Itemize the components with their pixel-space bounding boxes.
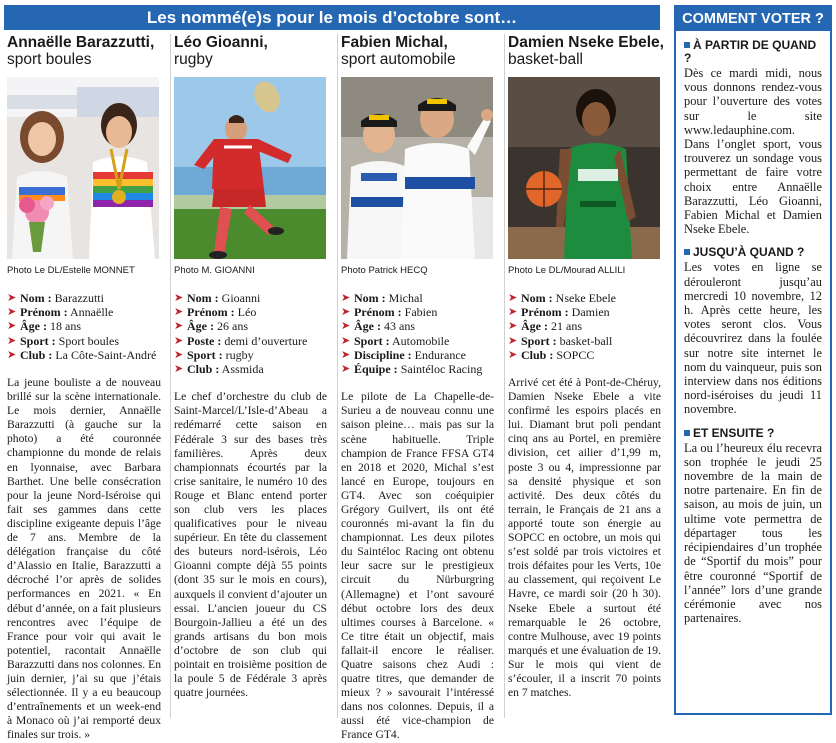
sidebar-answer: Les votes en ligne se dérouleront jusqu’au mercredi 10 novembre, 12 h. Après cette heure, les votes seront clos. Vous découvrirez dans la foulée sur notre site internet le nom du vainqueur, puis son interview dans nos éditions nord-iséroises du jeudi 11 novembre. <box>684 260 822 417</box>
fact-item: ➤ Discipline : Endurance <box>341 347 466 362</box>
photo-credit: Photo Le DL/Estelle MONNET <box>7 265 135 276</box>
nominee-name: Fabien Michal, <box>341 34 448 51</box>
fact-item: ➤ Âge : 21 ans <box>508 319 582 334</box>
photo-credit: Photo M. GIOANNI <box>174 265 255 276</box>
fact-item: ➤ Sport : Sport boules <box>7 333 120 348</box>
nominee-name: Damien Nseke Ebele, <box>508 34 664 51</box>
article-body: La jeune bouliste a de nouveau brillé sur la scène internationale. Le mois dernier, Annaëlle Barazzutti (à gauche sur la photo) a été couronnée championne du monde de relais en lyonnaise, avec Barbara Barthet. Une belle consécration pour la jeune Nord-Iséroise qui fait ses gammes dans cette discipline exigeante depuis l’âge de 7 ans. Membre de la délégation française du côté d’Alassio en Italie, Barazzutti a décroché l’or après de solides performances en 2021. « En début d’année, on a fait plusieurs rencontres avec l’équipe de France pour voir qui avait le potentiel, racontait Annaëlle Barazzutti dans nos colonnes. En juin dernier, j’ai su que j’étais sélectionnée. Il y a eu beaucoup d’entraînements et un week-end à Monaco où j’ai remporté deux finales sur trois. » <box>7 376 161 742</box>
fact-item: ➤ Âge : 43 ans <box>341 319 415 334</box>
fact-item: ➤ Prénom : Damien <box>508 305 610 320</box>
nominee-column-gioanni <box>170 34 330 718</box>
fact-item: ➤ Âge : 26 ans <box>174 319 248 334</box>
fact-item: ➤ Nom : Nseke Ebele <box>508 291 616 305</box>
nominee-photo <box>7 77 159 259</box>
nominee-sport: basket-ball <box>508 51 583 68</box>
page-banner: Les nommé(e)s pour le mois d’octobre sont… <box>4 5 660 30</box>
sidebar-title: COMMENT VOTER ? <box>676 7 830 31</box>
fact-item: ➤ Âge : 18 ans <box>7 319 81 334</box>
sidebar-question: JUSQU’À QUAND ? <box>684 246 822 259</box>
nominee-column-nseke-ebele <box>504 34 664 718</box>
nominee-name: Léo Gioanni, <box>174 34 268 51</box>
nominee-photo <box>174 77 326 259</box>
fact-item: ➤ Équipe : Saintéloc Racing <box>341 362 483 377</box>
fact-list <box>508 291 661 362</box>
article-body: Arrivé cet été à Pont-de-Chéruy, Damien Nseke Ebele a vite confirmé les espoirs placés en lui. Diamant brut poli pendant cinq ans au Portel, en première division, cet ailier d’1,99 m, poste 3 ou 4, impressionne par sa densité physique et son activité. Des deux côtés du terrain, le Français de 21 ans a apporté toute son énergie au SOPCC en octobre, un mois qui s’est soldé par trois victoires et trois défaites pour les Verts, 10e au classement, qui reçoivent Le Havre, ce mardi soir (20 h 30). Nseke Ebele a surtout été remarquable le 26 octobre, contre Mulhouse, avec 19 points marqués et une évaluation de 19. Sur le mois qui vient de s’écouler, il a inscrit 70 points en 7 matches. <box>508 376 661 700</box>
sidebar-answer: La ou l’heureux élu recevra son trophée le jeudi 25 novembre de la main de notre partenaire. En fin de saison, au mois de juin, un ultime vote permettra de départager tous les récipiendaires d’un trophée de “Sportif du mois” pour être couronné “Sportif de l’année” lors d’une grande cérémonie avec nos partenaires. <box>684 440 822 626</box>
fact-item: ➤ Prénom : Fabien <box>341 305 438 320</box>
fact-item: ➤ Nom : Michal <box>341 291 423 305</box>
nominee-name: Annaëlle Barazzutti, <box>7 34 155 51</box>
fact-item: ➤ Prénom : Léo <box>174 305 257 320</box>
fact-item: ➤ Sport : rugby <box>174 347 254 362</box>
fact-item: ➤ Prénom : Annaëlle <box>7 305 114 320</box>
fact-item: ➤ Sport : Automobile <box>341 333 450 348</box>
square-bullet-icon <box>684 430 690 436</box>
article-body: Le pilote de La Chapelle-de-Surieu a de nouveau connu une saison pleine… mais pas sur la scène habituelle. Triple champion de France FFSA GT4 en 2018 et 2020, Michal s’est lancé en Europe, toujours en GT4. Avec son coéquipier Grégory Guilvert, ils ont été couronnés mi-avant la fin du championnat. Les deux pilotes du Saintéloc Racing ont obtenu leur sacre sur le prestigieux circuit du Nürburgring (Allemagne) et l’ont savouré début octobre lors des deux ultimes courses à Barcelone. « Ce titre était un objectif, mais fallait-il encore le réaliser. Quatre saisons chez Audi : quatre titres, que demander de mieux ? » savourait l’intéressé dans nos colonnes. Depuis, il a aussi été vice-champion de France GT4. <box>341 390 494 742</box>
fact-item: ➤ Club : SOPCC <box>508 347 595 362</box>
sidebar-answer: Dès ce mardi midi, nous vous donnons rendez-vous pour l’ouverture des votes sur le site www.ledauphine.com. Dans l’onglet sport, vous trouverez un sondage vous permettant de faire votre choix entre Annaëlle Barazzutti, Léo Gioanni, Fabien Michal et Damien Nseke Ebele. <box>684 66 822 237</box>
vote-sidebar <box>674 5 832 715</box>
fact-list <box>174 291 327 376</box>
nominee-sport: sport automobile <box>341 51 456 68</box>
square-bullet-icon <box>684 249 690 255</box>
article-body: Le chef d’orchestre du club de Saint-Marcel/L’Isle-d’Abeau a redémarré cette saison en Fédérale 3 sur des bases très familières. Après deux championnats écourtés par la crise sanitaire, le numéro 10 des Rouge et Blanc entend porter son club vers les places qualificatives pour le niveau supérieur. En tête du classement des buteurs nord-isérois, Léo Gioanni compte déjà 55 points (dont 35 sur le mois en cours), auxquels il convient d’ajouter un essai. L’ancien joueur du CS Bourgoin-Jallieu a été un des grands artisans du bon mois d’octobre de son club qui pointait en troisième position de la poule 5 de Fédérale 3 après quatre journées. <box>174 390 327 700</box>
nominee-sport: rugby <box>174 51 213 68</box>
fact-item: ➤ Poste : demi d’ouverture <box>174 333 308 348</box>
nominee-photo <box>341 77 493 259</box>
nominee-column-barazzutti <box>4 34 164 742</box>
fact-list <box>7 291 161 362</box>
fact-list <box>341 291 494 376</box>
sidebar-question: ET ENSUITE ? <box>684 427 822 440</box>
square-bullet-icon <box>684 42 690 48</box>
nominee-column-michal <box>337 34 497 742</box>
photo-credit: Photo Le DL/Mourad ALLILI <box>508 265 626 276</box>
fact-item: ➤ Club : La Côte-Saint-André <box>7 347 157 362</box>
nominee-sport: sport boules <box>7 51 92 68</box>
fact-item: ➤ Nom : Barazzutti <box>7 291 104 305</box>
fact-item: ➤ Nom : Gioanni <box>174 291 261 305</box>
sidebar-question: À PARTIR DE QUAND ? <box>684 38 817 65</box>
nominee-photo <box>508 77 660 259</box>
photo-credit: Photo Patrick HECQ <box>341 265 428 276</box>
fact-item: ➤ Club : Assmida <box>174 362 264 377</box>
fact-item: ➤ Sport : basket-ball <box>508 333 613 348</box>
